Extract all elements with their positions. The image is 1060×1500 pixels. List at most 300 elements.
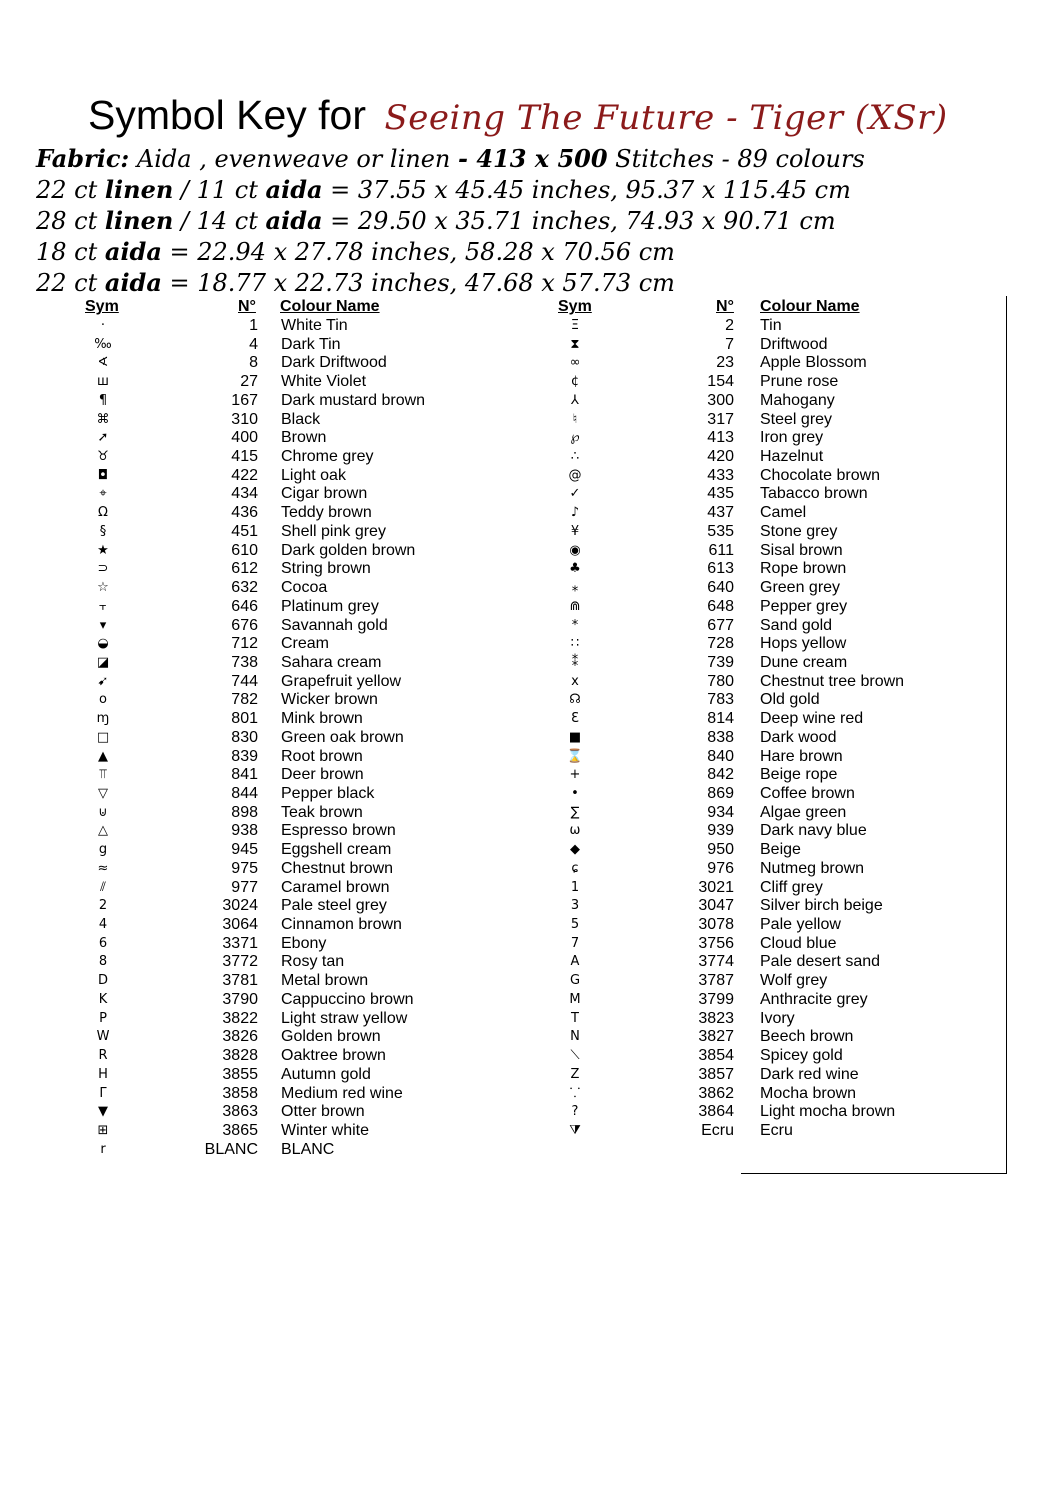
number-cell: 976 xyxy=(707,859,734,877)
number-cell: 310 xyxy=(231,410,258,428)
number-cell: 3855 xyxy=(222,1065,258,1083)
symbol-cell: 6 xyxy=(98,935,108,951)
spec-dimensions: = 29.50 x 35.71 inches, 74.93 x 90.71 cm xyxy=(322,207,836,235)
colour-name-cell: Dark wood xyxy=(760,728,837,746)
title-lead: Symbol Key for xyxy=(88,92,366,138)
left-header-name: Colour Name xyxy=(280,298,380,315)
right-header-sym: Sym xyxy=(558,298,592,315)
left-header-num: N° xyxy=(238,298,256,315)
number-cell: 939 xyxy=(707,822,734,840)
number-cell: 640 xyxy=(707,579,734,597)
symbol-cell: Ω xyxy=(98,505,108,521)
colour-name-cell: Cloud blue xyxy=(760,934,837,952)
number-cell: 27 xyxy=(240,373,258,391)
table-row xyxy=(0,372,839,391)
number-cell: 3823 xyxy=(698,1009,734,1027)
symbol-cell: Γ xyxy=(99,1085,107,1101)
colour-name-cell: Pale desert sand xyxy=(760,953,881,971)
symbol-cell: ɕ xyxy=(571,860,579,876)
table-row xyxy=(0,503,807,522)
table-row xyxy=(0,1140,440,1159)
table-row xyxy=(0,765,838,784)
colour-name-cell: Chestnut brown xyxy=(281,859,394,877)
colour-name-cell: Dark red wine xyxy=(760,1065,859,1083)
colour-name-cell: Cinnamon brown xyxy=(281,916,402,934)
spec-fabric-word: aida xyxy=(265,175,323,204)
symbol-cell: ◘ xyxy=(97,467,109,483)
number-cell: 646 xyxy=(231,597,258,615)
colour-name-cell: Grapefruit yellow xyxy=(281,672,402,690)
number-cell: 300 xyxy=(707,391,734,409)
page-title xyxy=(88,92,988,139)
table-row xyxy=(0,934,837,953)
number-cell: 782 xyxy=(231,691,258,709)
number-cell: 413 xyxy=(707,429,734,447)
colour-name-cell: Cappuccino brown xyxy=(281,990,414,1008)
number-cell: 167 xyxy=(231,391,258,409)
number-cell: 3787 xyxy=(698,972,734,990)
table-row xyxy=(0,990,868,1009)
symbol-cell: ⊞ xyxy=(97,1122,109,1138)
symbol-cell: ⌖ xyxy=(99,486,107,502)
colour-name-cell: Dark navy blue xyxy=(760,822,867,840)
colour-name-cell: Teddy brown xyxy=(281,504,372,522)
symbol-cell: § xyxy=(99,523,107,539)
number-cell: 780 xyxy=(707,672,734,690)
colour-name-cell: Spicey gold xyxy=(760,1047,843,1065)
colour-name-cell: Cliff grey xyxy=(760,878,823,896)
number-cell: 830 xyxy=(231,728,258,746)
table-row xyxy=(0,447,824,466)
symbol-cell: ➚ xyxy=(97,430,109,446)
symbol-cell: • xyxy=(571,786,579,801)
number-cell: 535 xyxy=(707,522,734,540)
number-cell: 3781 xyxy=(222,972,258,990)
table-row xyxy=(0,840,801,859)
spec-fabric-word: linen xyxy=(104,175,174,204)
colour-name-cell: Winter white xyxy=(281,1121,370,1139)
number-cell: 3047 xyxy=(698,897,734,915)
table-row xyxy=(0,634,847,653)
colour-name-cell: Green grey xyxy=(760,579,841,597)
colour-name-cell: Teak brown xyxy=(281,803,363,821)
number-cell: 3756 xyxy=(698,934,734,952)
symbol-cell: @ xyxy=(568,467,582,483)
symbol-cell: D xyxy=(97,973,108,989)
table-row xyxy=(0,878,823,897)
number-cell: 869 xyxy=(707,785,734,802)
spec-fabric-word: aida xyxy=(104,268,162,297)
number-cell: 3799 xyxy=(698,990,734,1008)
colour-name-cell: Wicker brown xyxy=(281,691,378,709)
symbol-cell: ♣ xyxy=(569,561,581,577)
symbol-cell: 4 xyxy=(98,917,108,933)
spec-dimensions: = 18.77 x 22.73 inches, 47.68 x 57.73 cm xyxy=(161,269,675,297)
number-cell: 676 xyxy=(231,616,258,634)
number-cell: 712 xyxy=(231,635,258,653)
symbol-cell: ⫟ xyxy=(99,598,107,614)
colour-name-cell: Mahogany xyxy=(760,391,835,409)
colour-name-cell: Coffee brown xyxy=(760,785,855,802)
number-cell: 4 xyxy=(249,335,258,353)
number-cell: 838 xyxy=(707,728,734,746)
spec-fabric-types: Aida , evenweave or linen xyxy=(129,145,459,173)
table-row xyxy=(0,1102,896,1121)
colour-name-cell: Black xyxy=(281,410,321,428)
spec-dimensions: = 22.94 x 27.78 inches, 58.28 x 70.56 cm xyxy=(161,238,675,266)
pattern-name: Seeing The Future - Tiger (XSr) xyxy=(384,98,948,138)
number-cell: 3822 xyxy=(222,1009,258,1027)
spec-colour-count: Stitches - 89 colours xyxy=(607,145,865,173)
number-cell: 977 xyxy=(231,878,258,896)
symbol-cell: ⫽ xyxy=(100,879,106,895)
spec-count: 22 ct xyxy=(36,176,105,204)
number-cell: 3371 xyxy=(222,934,258,952)
colour-name-cell: White Violet xyxy=(281,373,367,391)
symbol-cell: ⫪ xyxy=(99,767,107,783)
colour-name-cell: Mocha brown xyxy=(760,1084,857,1102)
colour-name-cell: Rosy tan xyxy=(281,953,345,971)
colour-name-cell: Cigar brown xyxy=(281,485,368,503)
table-row xyxy=(0,859,865,878)
spec-size-28-14 xyxy=(36,206,836,235)
table-row xyxy=(0,541,843,560)
colour-name-cell: BLANC xyxy=(281,1140,335,1158)
symbol-cell: ⧗ xyxy=(570,336,580,352)
colour-name-cell: Hare brown xyxy=(760,747,843,765)
symbol-cell: P xyxy=(99,1010,107,1026)
symbol-cell: ⧩ xyxy=(569,1122,581,1138)
colour-name-cell: Mink brown xyxy=(281,710,363,728)
right-border-line xyxy=(1006,296,1007,1174)
colour-name-cell: Metal brown xyxy=(281,972,369,990)
table-row xyxy=(0,952,881,971)
colour-name-cell: Light straw yellow xyxy=(281,1009,408,1027)
table-row xyxy=(0,821,867,840)
colour-name-cell: Driftwood xyxy=(760,335,828,353)
colour-name-cell: Wolf grey xyxy=(760,972,828,990)
table-row xyxy=(0,578,841,597)
colour-name-cell: Ivory xyxy=(760,1009,795,1027)
number-cell: 677 xyxy=(707,616,734,634)
symbol-cell: · xyxy=(100,318,106,333)
number-cell: 840 xyxy=(707,747,734,765)
number-cell: 437 xyxy=(707,504,734,522)
number-cell: 8 xyxy=(249,354,258,372)
number-cell: 950 xyxy=(707,841,734,859)
colour-name-cell: Nutmeg brown xyxy=(760,859,865,877)
symbol-cell: ∞ xyxy=(569,355,581,371)
bottom-border-line xyxy=(741,1173,1007,1174)
number-cell: 3863 xyxy=(222,1103,258,1121)
number-cell: Ecru xyxy=(701,1121,734,1139)
number-cell: 744 xyxy=(231,672,258,690)
number-cell: 23 xyxy=(716,354,734,372)
symbol-cell: ⊃ xyxy=(97,561,109,577)
symbol-cell: ■ xyxy=(568,729,582,745)
table-row xyxy=(0,353,867,372)
spec-count: 28 ct xyxy=(36,207,105,235)
number-cell: 422 xyxy=(231,466,258,484)
number-cell: 612 xyxy=(231,560,258,578)
colour-name-cell: Brown xyxy=(281,429,327,447)
symbol-cell: ▼ xyxy=(98,1104,108,1120)
number-cell: 3854 xyxy=(698,1047,734,1065)
spec-count: 22 ct xyxy=(36,269,105,297)
symbol-cell: g xyxy=(98,842,108,858)
symbol-cell: ★ xyxy=(97,542,109,558)
colour-name-cell: White Tin xyxy=(281,317,348,334)
spec-size-22-11 xyxy=(36,175,851,204)
symbol-cell: ≈ xyxy=(97,860,109,876)
number-cell: 945 xyxy=(231,841,258,859)
symbol-cell: ⋒ xyxy=(569,598,581,614)
colour-name-cell: Hops yellow xyxy=(760,635,847,653)
colour-name-cell: Deep wine red xyxy=(760,710,864,728)
number-cell: 842 xyxy=(707,766,734,784)
table-row xyxy=(0,616,833,635)
colour-name-cell: Apple Blossom xyxy=(760,354,867,372)
number-cell: 975 xyxy=(231,859,258,877)
symbol-cell: ☆ xyxy=(97,580,109,596)
number-cell: 648 xyxy=(707,597,734,615)
number-cell: 844 xyxy=(231,785,258,802)
symbol-cell: Ɛ xyxy=(571,711,579,727)
table-row xyxy=(0,484,868,503)
symbol-cell: ➹ xyxy=(97,673,109,689)
colour-name-cell: Old gold xyxy=(760,691,820,709)
symbol-cell: Ξ xyxy=(570,318,580,333)
colour-name-cell: Rope brown xyxy=(760,560,847,578)
colour-name-cell: Sahara cream xyxy=(281,653,382,671)
colour-name-cell: Steel grey xyxy=(760,410,833,428)
table-row xyxy=(0,690,820,709)
colour-name-cell: Cream xyxy=(281,635,330,653)
table-row xyxy=(0,728,837,747)
symbol-cell: r xyxy=(100,1141,106,1157)
table-row xyxy=(0,410,833,429)
number-cell: 3827 xyxy=(698,1028,734,1046)
spec-fabric-word: linen xyxy=(104,206,174,235)
symbol-cell: * xyxy=(571,617,579,633)
table-row xyxy=(0,597,848,616)
symbol-cell: T xyxy=(571,1010,579,1026)
symbol-cell: 5 xyxy=(570,917,580,933)
table-row xyxy=(0,672,905,691)
colour-name-cell: Light oak xyxy=(281,466,346,484)
symbol-cell: ℘ xyxy=(570,430,580,446)
colour-name-cell: Light mocha brown xyxy=(760,1103,896,1121)
table-row xyxy=(0,915,841,934)
spec-dimensions: = 37.55 x 45.45 inches, 95.37 x 115.45 cm xyxy=(322,176,851,204)
colour-name-cell: Sand gold xyxy=(760,616,833,634)
spec-fabric xyxy=(36,144,865,173)
colour-name-cell: Beige rope xyxy=(760,766,838,784)
symbol-cell: ◉ xyxy=(569,542,581,558)
number-cell: 3024 xyxy=(222,897,258,915)
number-cell: 1 xyxy=(249,317,258,334)
number-cell: 739 xyxy=(707,653,734,671)
symbol-cell: ♮ xyxy=(572,411,578,427)
symbol-cell: ‰ xyxy=(94,336,112,352)
number-cell: 801 xyxy=(231,710,258,728)
symbol-cell: K xyxy=(98,991,108,1007)
number-cell: 420 xyxy=(707,448,734,466)
spec-fabric-label: Fabric: xyxy=(36,144,130,173)
colour-name-cell: Espresso brown xyxy=(281,822,396,840)
symbol-cell: R xyxy=(98,1048,108,1064)
number-cell: 632 xyxy=(231,579,258,597)
colour-name-cell: Shell pink grey xyxy=(281,522,386,540)
colour-name-cell: Pale yellow xyxy=(760,916,841,934)
right-header-num: N° xyxy=(716,298,734,315)
number-cell: 3864 xyxy=(698,1103,734,1121)
number-cell: 839 xyxy=(231,747,258,765)
number-cell: 3862 xyxy=(698,1084,734,1102)
symbol-cell: ◪ xyxy=(96,654,110,670)
spec-fabric-word: aida xyxy=(265,206,323,235)
symbol-cell: ∴ xyxy=(570,449,580,465)
symbol-cell: ш xyxy=(97,374,109,390)
table-row xyxy=(0,896,883,915)
table-row xyxy=(0,653,848,672)
table-row xyxy=(0,1084,857,1103)
symbol-cell: M xyxy=(569,991,581,1007)
symbol-cell: W xyxy=(96,1029,110,1045)
table-row xyxy=(0,1046,843,1065)
table-row xyxy=(0,316,782,335)
number-cell: 3078 xyxy=(698,916,734,934)
symbol-cell: ¥ xyxy=(570,523,580,539)
number-cell: 814 xyxy=(707,710,734,728)
symbol-cell: ◒ xyxy=(97,636,109,652)
number-cell: 613 xyxy=(707,560,734,578)
number-cell: 436 xyxy=(231,504,258,522)
number-cell: 898 xyxy=(231,803,258,821)
number-cell: 3790 xyxy=(222,990,258,1008)
colour-name-cell: Pepper black xyxy=(281,785,375,802)
colour-name-cell: Dark Tin xyxy=(281,335,341,353)
symbol-cell: ∢ xyxy=(97,355,109,371)
colour-name-cell: Chestnut tree brown xyxy=(760,672,905,690)
symbol-cell: ☊ xyxy=(569,692,581,708)
colour-name-cell: Golden brown xyxy=(281,1028,381,1046)
symbol-cell: ɱ xyxy=(96,711,110,727)
number-cell: 841 xyxy=(231,766,258,784)
colour-name-cell: Green oak brown xyxy=(281,728,404,746)
colour-name-cell: Tin xyxy=(760,317,782,334)
symbol-cell: N xyxy=(570,1029,580,1045)
number-cell: 400 xyxy=(231,429,258,447)
symbol-cell: x xyxy=(571,673,579,689)
symbol-cell: ∷ xyxy=(570,636,580,652)
number-cell: 2 xyxy=(725,317,734,334)
symbol-cell: ∑ xyxy=(570,804,580,820)
symbol-cell: ⟍ xyxy=(570,1048,580,1064)
table-row xyxy=(0,747,843,766)
table-row xyxy=(0,784,855,803)
table-row xyxy=(0,466,881,485)
colour-name-cell: Platinum grey xyxy=(281,597,379,615)
symbol-cell: 3 xyxy=(570,898,580,914)
colour-name-cell: Sisal brown xyxy=(760,541,843,559)
colour-name-cell: Savannah gold xyxy=(281,616,388,634)
number-cell: 738 xyxy=(231,653,258,671)
symbol-cell: △ xyxy=(98,823,108,839)
symbol-cell: Z xyxy=(570,1066,580,1082)
symbol-cell: + xyxy=(569,767,581,783)
table-row xyxy=(0,428,824,447)
table-row xyxy=(0,1121,793,1140)
right-header-name: Colour Name xyxy=(760,298,860,315)
colour-name-cell: Anthracite grey xyxy=(760,990,868,1008)
number-cell: 938 xyxy=(231,822,258,840)
number-cell: 434 xyxy=(231,485,258,503)
colour-name-cell: Autumn gold xyxy=(281,1065,371,1083)
number-cell: 3064 xyxy=(222,916,258,934)
symbol-cell: □ xyxy=(96,729,110,745)
number-cell: 611 xyxy=(708,541,734,559)
symbol-cell: G xyxy=(569,973,581,989)
colour-name-cell: Deer brown xyxy=(281,766,364,784)
colour-name-cell: Otter brown xyxy=(281,1103,365,1121)
number-cell: 7 xyxy=(725,335,734,353)
symbol-cell: ¶ xyxy=(98,392,108,408)
colour-name-cell: Algae green xyxy=(760,803,847,821)
number-cell: 783 xyxy=(707,691,734,709)
symbol-cell: H xyxy=(98,1066,108,1082)
colour-name-cell: Ecru xyxy=(760,1121,793,1139)
table-row xyxy=(0,971,828,990)
symbol-cell: A xyxy=(570,954,580,970)
table-row xyxy=(0,1065,859,1084)
spec-count: / 11 ct xyxy=(173,176,266,204)
colour-name-cell: Oaktree brown xyxy=(281,1047,386,1065)
symbol-cell: 8 xyxy=(98,954,108,970)
number-cell: 728 xyxy=(707,635,734,653)
spec-count: / 14 ct xyxy=(173,207,266,235)
number-cell: 3857 xyxy=(698,1065,734,1083)
colour-name-cell: Tabacco brown xyxy=(760,485,868,503)
colour-name-cell: Ebony xyxy=(281,934,327,952)
symbol-cell: ⁑ xyxy=(571,654,579,670)
colour-name-cell: Dark golden brown xyxy=(281,541,416,559)
colour-name-cell: Dark Driftwood xyxy=(281,354,387,372)
colour-name-cell: Medium red wine xyxy=(281,1084,403,1102)
number-cell: 415 xyxy=(231,448,258,466)
number-cell: 3772 xyxy=(222,953,258,971)
colour-name-cell: Iron grey xyxy=(760,429,824,447)
colour-name-cell: Cocoa xyxy=(281,579,328,597)
colour-name-cell: Chocolate brown xyxy=(760,466,881,484)
colour-name-cell: Camel xyxy=(760,504,807,522)
symbol-cell: ▲ xyxy=(98,748,108,764)
symbol-cell: ▽ xyxy=(98,786,108,801)
table-row xyxy=(0,803,847,822)
colour-name-cell: Pale steel grey xyxy=(281,897,387,915)
table-row xyxy=(0,1009,795,1028)
table-row xyxy=(0,709,864,728)
colour-name-cell: Dark mustard brown xyxy=(281,391,426,409)
number-cell: 3828 xyxy=(222,1047,258,1065)
symbol-cell: ⊍ xyxy=(98,804,108,820)
colour-name-cell: Pepper grey xyxy=(760,597,848,615)
symbol-cell: 1 xyxy=(570,879,580,895)
spec-size-18 xyxy=(36,237,675,266)
symbol-cell: ? xyxy=(571,1104,579,1120)
symbol-cell: 2 xyxy=(98,898,108,914)
table-row xyxy=(0,391,835,410)
